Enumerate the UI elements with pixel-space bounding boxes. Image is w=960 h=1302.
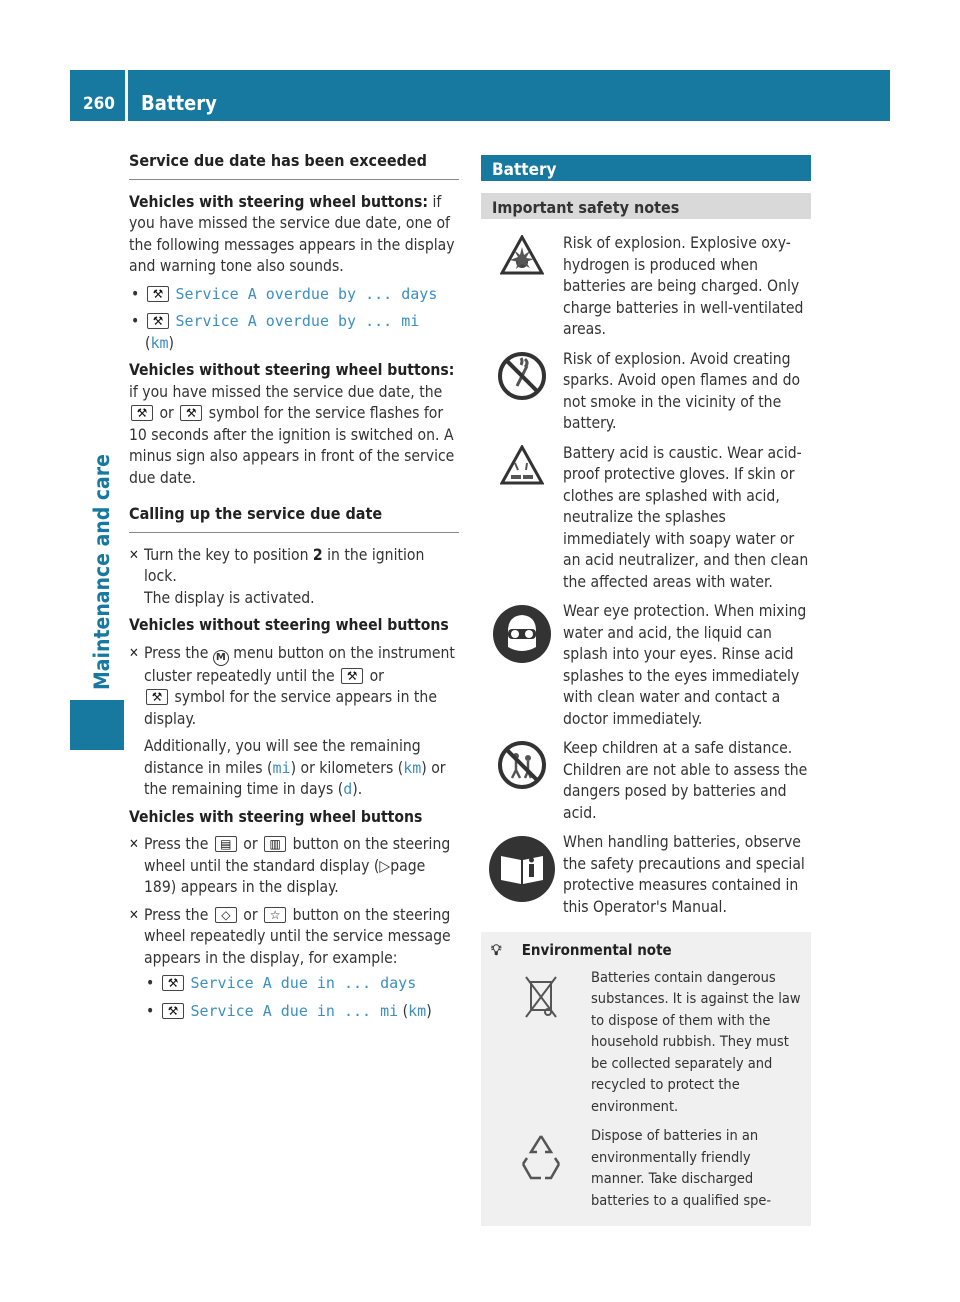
list-item: • ⚒ Service A due in ... days: [144, 973, 459, 995]
display-button-icon: ▥: [264, 836, 286, 852]
left-column: [129, 150, 459, 1028]
down-button-icon: ☆: [264, 907, 286, 923]
page-title: Battery: [141, 91, 217, 115]
eye-protection-icon: [491, 603, 553, 665]
list-item: • ⚒ Service A overdue by ... mi (km): [129, 311, 459, 354]
wrench-icon: ⚒: [162, 975, 184, 991]
corrosive-warning-icon: [500, 445, 544, 485]
safety-note: Battery acid is caustic. Wear acid-proof protective gloves. If skin or clothes are splashed with acid, neutralize the splashes immediately with soapy water or an acid neutralizer, and then clean the affected areas with water.: [481, 443, 811, 594]
page-header-bar: [70, 70, 890, 121]
right-column: [481, 155, 811, 1226]
list-item: • ⚒ Service A overdue by ... days: [129, 284, 459, 306]
section-heading-battery: Battery: [481, 155, 811, 181]
display-button-icon: ▤: [215, 836, 237, 852]
instruction-step: ✕ Press the M menu button on the instrument cluster repeatedly until the ⚒ or ⚒ symbol for the service appears in the display. Additionally, you will see the remaining distance in miles (mi) or kilometers (km) or the remaining time in days (d).: [129, 643, 455, 798]
operators-manual-icon: [487, 834, 557, 904]
paragraph-without-buttons: Vehicles without steering wheel buttons: if you have missed the service due date, the ⚒ or ⚒ symbol for the service flashes for 10 seconds after the ignition is switched on. A minus sign also appears in front of the service due date.: [129, 361, 455, 487]
subheading-without: Vehicles without steering wheel buttons: [129, 616, 449, 634]
section-heading-service-due: Service due date has been exceeded: [129, 150, 459, 180]
wrench-icon: ⚒: [147, 313, 169, 329]
section-heading-calling-up: Calling up the service due date: [129, 503, 459, 533]
instruction-step: ✕ Press the ◇ or ☆ button on the steering wheel repeatedly until the service message appears in the display, for example: • ⚒ Service A due in ... days • ⚒ Service A due in ... mi (km): [129, 905, 459, 1023]
wrench-icon: ⚒: [131, 405, 153, 421]
lightbulb-icon: 💡︎: [491, 941, 502, 959]
explosion-warning-icon: [500, 235, 544, 275]
environmental-note-item: Batteries contain dangerous substances. It is against the law to dispose of them with the household rubbish. They must be collected separately and recycled to protect the environment.: [491, 968, 801, 1119]
side-tab-marker: [70, 700, 124, 750]
wrench-icon: ⚒: [341, 668, 363, 684]
wrench-warning-icon: ⚒: [180, 405, 202, 421]
crossed-out-bin-icon: [521, 972, 561, 1022]
safety-note: Wear eye protection. When mixing water and acid, the liquid can splash into your eyes. Rinse acid splashes to the eyes immediately with clean water and contact a doctor immediately.: [481, 601, 811, 730]
safety-note: Risk of explosion. Explosive oxy-hydrogen is produced when batteries are being charged. Only charge batteries in well-ventilated areas.: [481, 233, 811, 341]
side-tab-label: Maintenance and care: [90, 454, 114, 690]
wrench-warning-icon: ⚒: [146, 689, 168, 705]
safety-note: Risk of explosion. Avoid creating sparks. Avoid open flames and do not smoke in the vicinity of the battery.: [481, 349, 811, 435]
instruction-step: ✕ Press the ▤ or ▥ button on the steering wheel until the standard display (▷page 189) appears in the display.: [129, 835, 451, 896]
keep-children-away-icon: [497, 740, 547, 790]
subheading-with: Vehicles with steering wheel buttons: [129, 807, 423, 826]
wrench-icon: ⚒: [147, 286, 169, 302]
safety-note: Keep children at a safe distance. Children are not able to assess the dangers posed by batteries and acid.: [481, 738, 811, 824]
page-number: 260: [83, 94, 115, 114]
paragraph-with-buttons: Vehicles with steering wheel buttons: if you have missed the service due date, one of the following messages appears in the display and warning tone also sounds.: [129, 192, 455, 275]
menu-button-icon: M: [213, 650, 229, 666]
list-item: • ⚒ Service A due in ... mi (km): [144, 1001, 459, 1023]
no-smoking-icon: [497, 351, 547, 401]
recycling-icon: [513, 1130, 569, 1186]
instruction-step: ✕ Turn the key to position 2 in the ignition lock. The display is activated.: [129, 545, 425, 607]
safety-note: When handling batteries, observe the safety precautions and special protective measures contained in this Operator's Manual.: [481, 832, 811, 918]
header-divider: [125, 70, 128, 121]
page-ref-icon: ▷: [379, 856, 391, 875]
environmental-note-box: 💡︎ Environmental note Batteries contain dangerous substances. It is against the law to dispose of them with the household rubbish. They must be collected separately and recycled to protect the environment. Dispose of batteries in an environmentally friendly manner. Take discharged batteries to a qualified spe-: [481, 932, 811, 1226]
environmental-note-item: Dispose of batteries in an environmentally friendly manner. Take discharged batteries to a qualified spe-: [491, 1126, 801, 1212]
wrench-icon: ⚒: [162, 1003, 184, 1019]
subsection-heading-safety: Important safety notes: [481, 193, 811, 219]
up-button-icon: ◇: [215, 907, 237, 923]
